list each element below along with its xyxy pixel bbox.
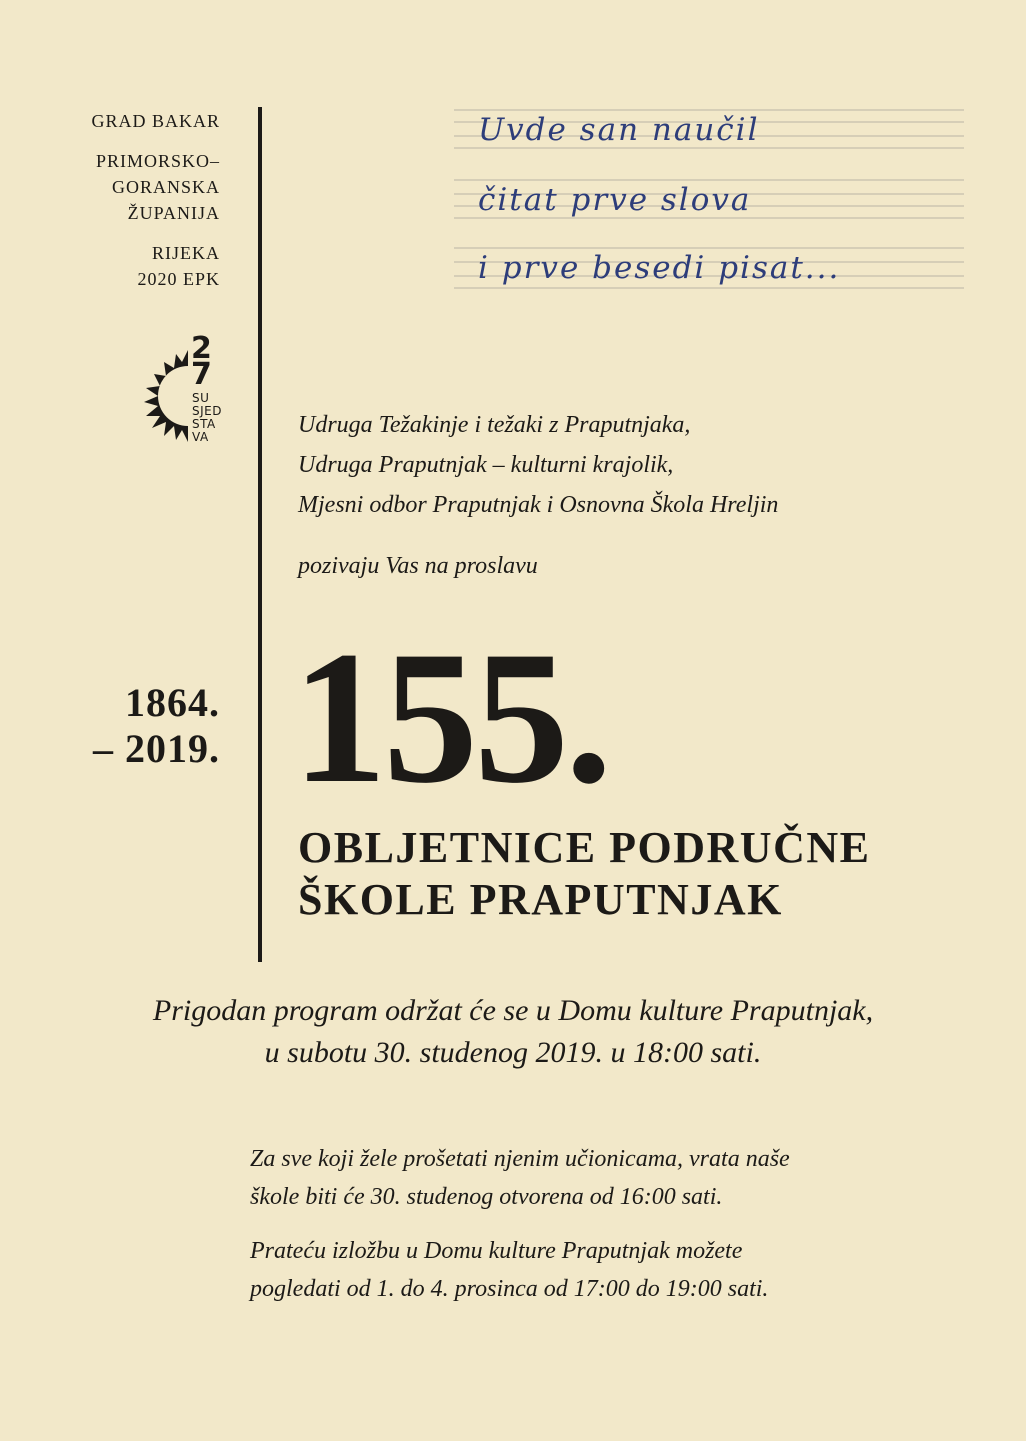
organizer-2: Udruga Praputnjak – kulturni krajolik,: [298, 452, 674, 478]
open-school-line-2: škole biti će 30. studenog otvorena od 16:00 sati.: [250, 1184, 723, 1210]
county-line-2: GORANSKA: [111, 177, 220, 197]
county-line-1: PRIMORSKO–: [95, 151, 220, 171]
start-year: 1864.: [125, 680, 220, 725]
logo-number: [191, 331, 212, 392]
27-neighbourhoods-logo: [136, 331, 236, 466]
headline: [298, 822, 870, 926]
epk-line-2: 2020 EPK: [137, 269, 220, 289]
headline-line-1: OBLJETNICE PODRUČNE: [298, 823, 871, 872]
logo-word-4: VA: [192, 430, 209, 444]
program-line-2: u subotu 30. studenog 2019. u 18:00 sati.: [264, 1036, 762, 1069]
organizer-3: Mjesni odbor Praputnjak i Osnovna Škola Hreljin: [298, 492, 779, 518]
exhibition-line-2: pogledati od 1. do 4. prosinca od 17:00 do 19:00 sati.: [250, 1276, 769, 1302]
program-line-1: Prigodan program održat će se u Domu kulture Praputnjak,: [152, 994, 874, 1027]
logo-wordmark: [192, 392, 222, 444]
open-school-line-1: Za sve koji žele prošetati njenim učionicama, vrata naše: [250, 1146, 790, 1172]
organizer-1: Udruga Težakinje i težaki z Praputnjaka,: [298, 412, 691, 438]
invitation-text: pozivaju Vas na proslavu: [298, 553, 538, 579]
handwriting-line-2: čitat prve slova: [478, 182, 752, 218]
left-column: [40, 108, 220, 306]
logo-word-3: STA: [192, 417, 216, 431]
handwritten-quote: [454, 108, 964, 298]
program-info: [0, 990, 1026, 1074]
end-year: – 2019.: [93, 726, 220, 771]
vertical-divider: [258, 107, 262, 962]
handwriting-line-1: Uvde san naučil: [478, 112, 760, 148]
city-block: [40, 108, 220, 134]
handwriting-line-3: i prve besedi pisat...: [478, 250, 841, 286]
county-line-3: ŽUPANIJA: [127, 203, 220, 223]
logo-digit-7: 7: [191, 357, 212, 392]
additional-notes: [250, 1124, 790, 1324]
epk-block: [40, 240, 220, 292]
epk-line-1: RIJEKA: [152, 243, 220, 263]
city-name: GRAD BAKAR: [91, 111, 220, 131]
anniversary-number: 155.: [292, 613, 609, 823]
organizers: [298, 405, 778, 525]
logo-word-1: SU: [192, 391, 210, 405]
year-range: [40, 680, 220, 772]
exhibition-line-1: Prateću izložbu u Domu kulture Praputnjak možete: [250, 1238, 743, 1264]
headline-line-2: ŠKOLE PRAPUTNJAK: [298, 875, 783, 924]
logo-digit-2: 2: [191, 331, 212, 366]
county-block: [40, 148, 220, 226]
logo-word-2: SJED: [192, 404, 222, 418]
sunburst-icon: [136, 342, 196, 452]
